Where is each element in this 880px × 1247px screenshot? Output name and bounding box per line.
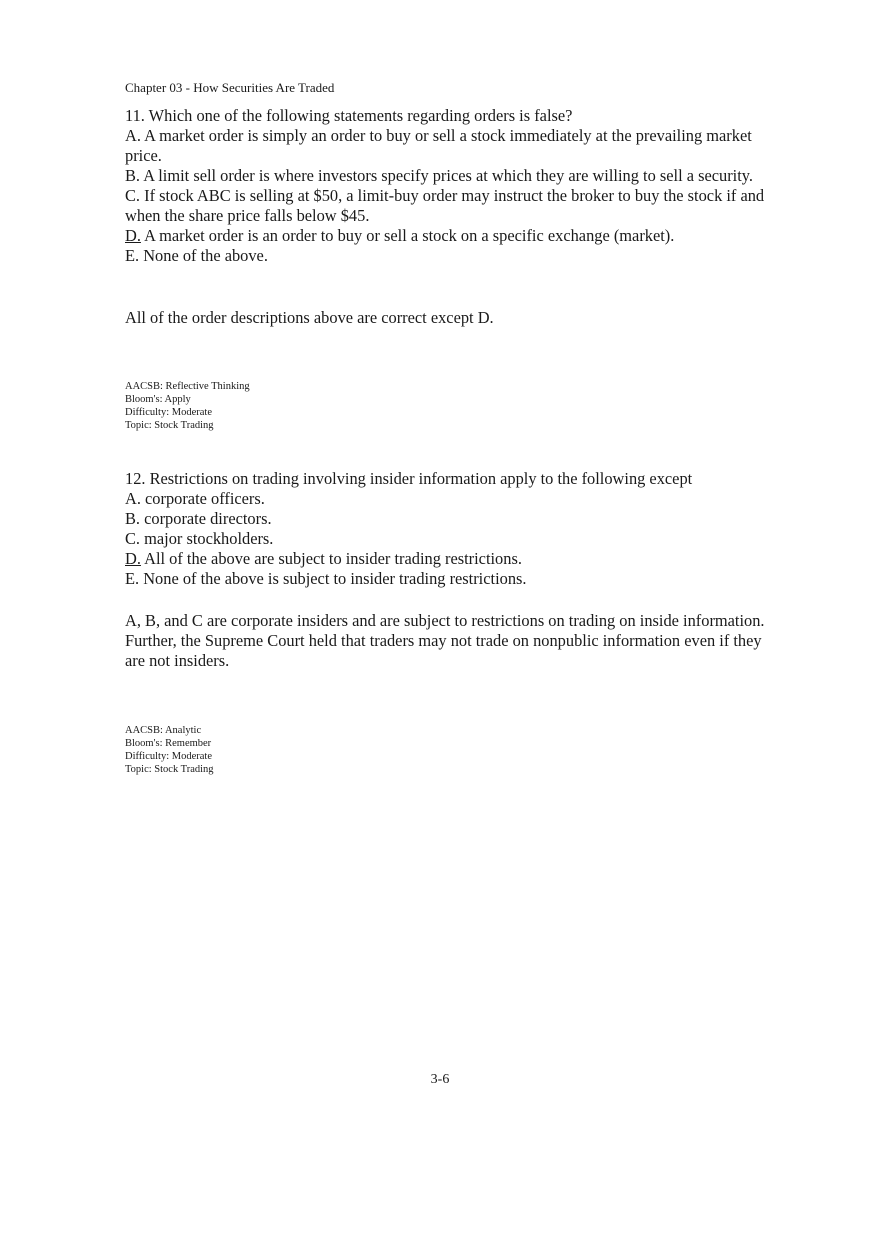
option-c: C. If stock ABC is selling at $50, a limit-buy order may instruct the broker to buy the stock if and when the share price falls below $45. bbox=[125, 186, 765, 225]
difficulty-tag: Difficulty: Moderate bbox=[125, 751, 212, 762]
question-11 bbox=[125, 106, 785, 266]
explanation-11: All of the order descriptions above are correct except D. bbox=[125, 308, 494, 327]
blooms-tag: Bloom's: Remember bbox=[125, 738, 212, 749]
question-12-metadata bbox=[125, 724, 214, 776]
page-number: 3-6 bbox=[430, 1072, 450, 1087]
explanation-12: A, B, and C are corporate insiders and are subject to restrictions on trading on inside information. Further, the Supreme Court held that traders may not trade on nonpublic information even if they are not insiders. bbox=[125, 611, 765, 670]
option-b: B. corporate directors. bbox=[125, 509, 272, 528]
option-e: E. None of the above is subject to insider trading restrictions. bbox=[125, 569, 527, 588]
question-stem: 11. Which one of the following statements regarding orders is false? bbox=[125, 106, 573, 125]
option-a: A. A market order is simply an order to buy or sell a stock immediately at the prevailing market price. bbox=[125, 126, 752, 165]
aacsb-tag: AACSB: Reflective Thinking bbox=[125, 381, 250, 392]
chapter-header: Chapter 03 - How Securities Are Traded bbox=[125, 80, 335, 95]
topic-tag: Topic: Stock Trading bbox=[125, 420, 214, 431]
option-e: E. None of the above. bbox=[125, 246, 268, 265]
question-12 bbox=[125, 469, 785, 589]
option-d-correct: D. A market order is an order to buy or sell a stock on a specific exchange (market). bbox=[125, 226, 675, 245]
option-a: A. corporate officers. bbox=[125, 489, 265, 508]
answer-key-marker: D. bbox=[125, 226, 141, 245]
topic-tag: Topic: Stock Trading bbox=[125, 764, 214, 775]
option-c: C. major stockholders. bbox=[125, 529, 274, 548]
option-b: B. A limit sell order is where investors specify prices at which they are willing to sell a security. bbox=[125, 166, 754, 185]
question-stem: 12. Restrictions on trading involving insider information apply to the following except bbox=[125, 469, 693, 488]
aacsb-tag: AACSB: Analytic bbox=[125, 725, 202, 736]
question-11-metadata bbox=[125, 380, 250, 432]
option-d-correct: D. All of the above are subject to insider trading restrictions. bbox=[125, 549, 522, 568]
difficulty-tag: Difficulty: Moderate bbox=[125, 407, 212, 418]
blooms-tag: Bloom's: Apply bbox=[125, 394, 191, 405]
answer-key-marker: D. bbox=[125, 549, 141, 568]
